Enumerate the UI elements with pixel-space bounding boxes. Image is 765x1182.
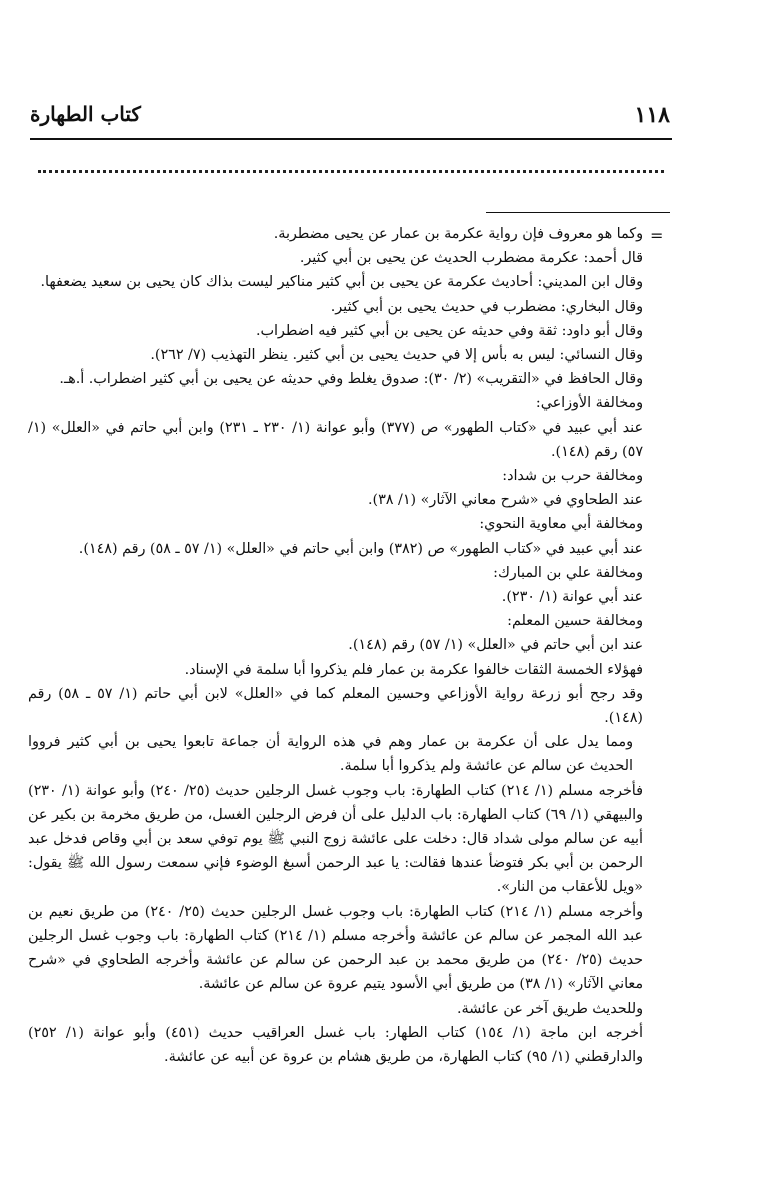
footnote-paragraph: وقال البخاري: مضطرب في حديث يحيى بن أبي كثير. (330, 298, 643, 315)
footnote-paragraph: وقال أبو داود: ثقة وفي حديثه عن يحيى بن أبي كثير فيه اضطراب. (255, 322, 643, 339)
footnote-paragraph: ومخالفة علي بن المبارك: (493, 564, 643, 581)
footnote-paragraph: ومخالفة أبي معاوية النحوي: (479, 516, 643, 533)
footnote-paragraph: عند أبي عبيد في «كتاب الطهور» ص (٣٨٢) وابن أبي حاتم في «العلل» (١/ ٥٧ ـ ٥٨) رقم (١٤٨). (78, 540, 643, 557)
footnote-paragraph: وقال النسائي: ليس به بأس إلا في حديث يحيى بن أبي كثير. ينظر التهذيب (٧/ ٢٦٢). (150, 347, 643, 364)
page-header (30, 98, 670, 138)
footnote-body (28, 222, 643, 1069)
footnote-paragraph: وقال ابن المديني: أحاديث عكرمة عن يحيى بن أبي كثير مناكير ليست بذاك كان يحيى بن سعيد يضعفها. (40, 274, 643, 291)
footnote-paragraph: ومخالفة حرب بن شداد: (502, 468, 643, 485)
footnote-paragraph: عند أبي عبيد في «كتاب الطهور» ص (٣٧٧) وأبو عوانة (١/ ٢٣٠ ـ ٢٣١) وابن أبي حاتم في «العلل» (١/ ٥٧) رقم (١٤٨). (28, 419, 644, 460)
page-number: ١١٨ (634, 102, 670, 128)
footnote-paragraph: عند ابن أبي حاتم في «العلل» (١/ ٥٧) رقم (١٤٨). (348, 637, 643, 654)
footnote-paragraph: أخرجه ابن ماجة (١/ ١٥٤) كتاب الطهار: باب غسل العراقيب حديث (٤٥١) وأبو عوانة (١/ ٢٥٢) والدارقطني (١/ ٩٥) كتاب الطهارة، من طريق هشام بن عروة عن أبيه عن عائشة. (28, 1024, 643, 1065)
footnote-paragraph: وكما هو معروف فإن رواية عكرمة بن عمار عن يحيى مضطربة. (273, 226, 643, 242)
footnote-paragraph: قال أحمد: عكرمة مضطرب الحديث عن يحيى بن أبي كثير. (299, 250, 643, 267)
footnote-paragraph: فهؤلاء الخمسة الثقات خالفوا عكرمة بن عمار فلم يذكروا أبا سلمة في الإسناد. (184, 661, 643, 678)
footnote-paragraph: ومخالفة الأوزاعي: (535, 395, 643, 412)
footnote-paragraph: وقد رجح أبو زرعة رواية الأوزاعي وحسين المعلم كما في «العلل» لابن أبي حاتم (١/ ٥٧ ـ ٥٨) رقم (١٤٨). (28, 685, 643, 727)
footnote-paragraph: ومما يدل على أن عكرمة بن عمار وهم في هذه الرواية أن جماعة تابعوا يحيى بن أبي كثير فرووا الحديث عن سالم عن عائشة ولم يذكروا أبا سلمة. (28, 734, 633, 775)
footnote-paragraph: وقال الحافظ في «التقريب» (٢/ ٣٠): صدوق يغلط وفي حديثه عن يحيى بن أبي كثير اضطراب. أ.هـ. (59, 371, 643, 388)
footnote-paragraph: عند أبي عوانة (١/ ٢٣٠). (501, 589, 643, 606)
footnote-paragraph: وللحديث طريق آخر عن عائشة. (456, 1000, 643, 1017)
footnote-paragraph: فأخرجه مسلم (١/ ٢١٤) كتاب الطهارة: باب وجوب غسل الرجلين حديث (٢٥/ ٢٤٠) وأبو عوانة (١/ ٢٣٠) والبيهقي (١/ ٦٩) كتاب الطهارة: باب الدليل على أن فرض الرجلين الغسل، من طريق مخرمة بن بكير عن أبيه عن سالم مولى شداد قال: دخلت على عائشة زوج النبي ﷺ يوم توفي سعد بن أبي وقاص فدخل عبد الرحمن بن أبي بكر فتوضأ عندها فقالت: يا عبد الرحمن أسبغ الوضوء فإني سمعت رسول الله ﷺ يقول: «ويل للأعقاب من النار». (28, 782, 643, 896)
continuation-mark: = (650, 226, 664, 245)
dotted-separator (38, 170, 664, 173)
footnote-paragraph: عند الطحاوي في «شرح معاني الآثار» (١/ ٣٨). (368, 492, 643, 509)
footnote-paragraph: وأخرجه مسلم (١/ ٢١٤) كتاب الطهارة: باب وجوب غسل الرجلين حديث (٢٥/ ٢٤٠) من طريق نعيم بن عبد الله المجمر عن سالم عن عائشة وأخرجه مسلم (١/ ٢١٤) كتاب الطهارة: باب وجوب غسل الرجلين حديث (٢٥/ ٢٤٠) من طريق محمد بن عبد الرحمن عن سالم عن عائشة وأخرجه الطحاوي في «شرح معاني الآثار» (١/ ٣٨) من طريق أبي الأسود يتيم عروة عن سالم عن عائشة. (28, 903, 643, 993)
header-rule (30, 138, 672, 140)
footnote-paragraph: ومخالفة حسين المعلم: (507, 613, 643, 630)
footnote-rule (486, 212, 670, 213)
chapter-title: كتاب الطهارة (30, 102, 141, 126)
